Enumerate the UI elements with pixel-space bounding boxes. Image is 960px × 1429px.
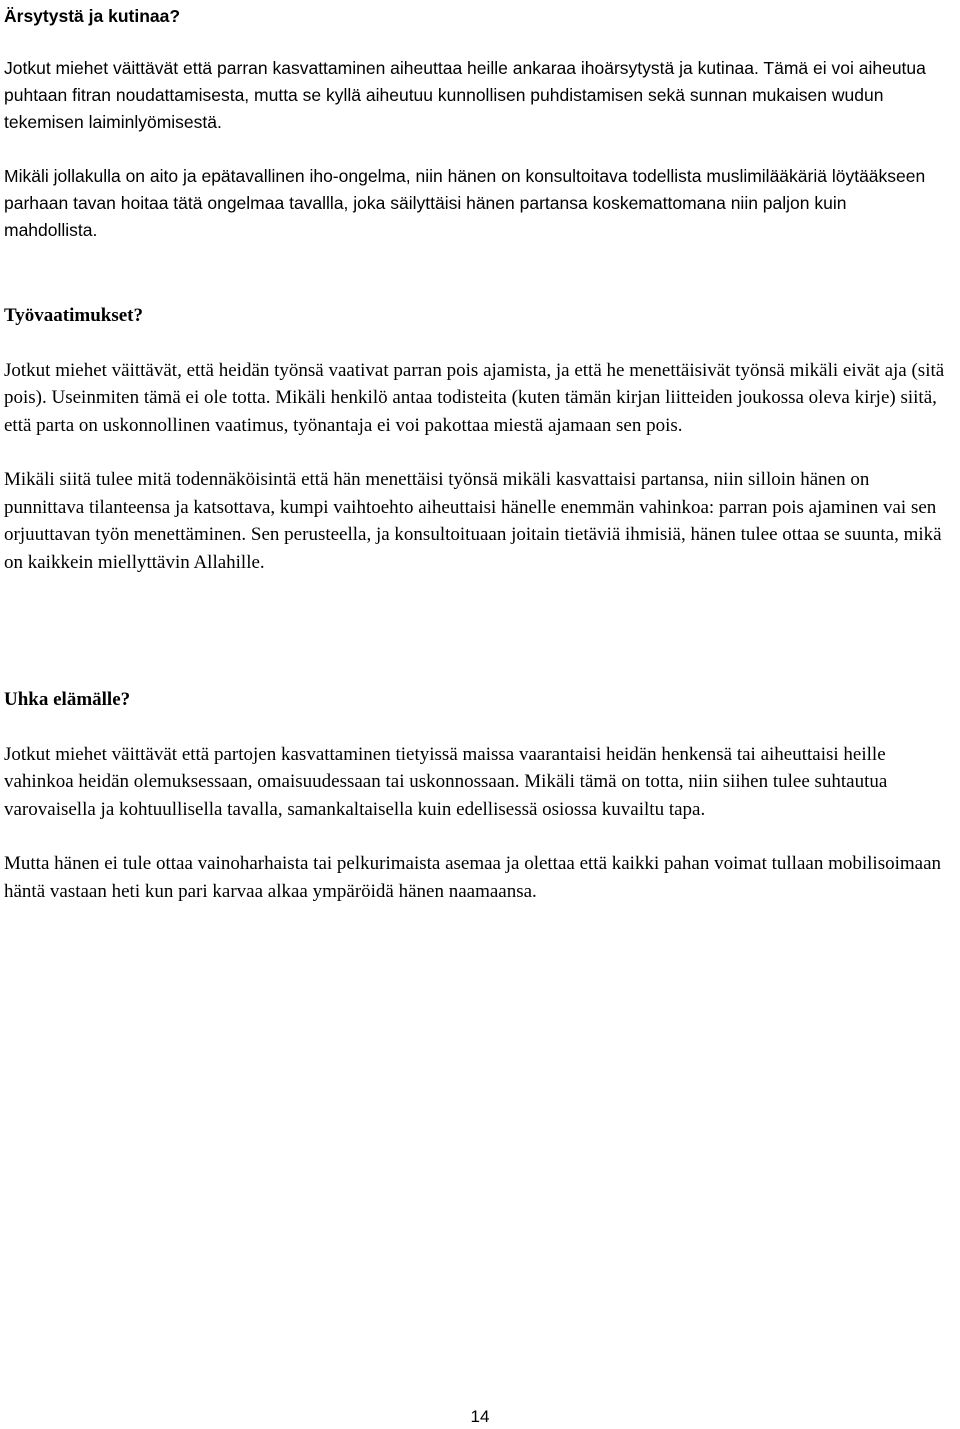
paragraph: Mikäli jollakulla on aito ja epätavallinen iho-ongelma, niin hänen on konsultoitava todellista muslimilääkäriä löytääkseen parhaan tavan hoitaa tätä ongelmaa tavallla, joka säilyttäisi hänen partansa koskemattomana niin paljon kuin mahdollista.	[4, 166, 926, 240]
section-heading: Uhka elämälle?	[4, 689, 131, 710]
section-heading: Työvaatimukset?	[4, 305, 143, 326]
paragraph: Jotkut miehet väittävät että parran kasvattaminen aiheuttaa heille ankaraa ihoärsytystä ja kutinaa. Tämä ei voi aiheutua puhtaan fitran noudattamisesta, mutta se kyllä aiheutuu kunnollisen puhdistamisen sekä sunnan mukaisen wudun tekemisen laiminlyömisestä.	[4, 58, 926, 132]
paragraph: Mutta hänen ei tule ottaa vainoharhaista tai pelkurimaista asemaa ja olettaa että kaikki pahan voimat tullaan mobilisoimaan häntä vastaan heti kun pari karvaa alkaa ympäröidä hänen naamaansa.	[4, 853, 942, 902]
page-number: 14	[470, 1407, 490, 1426]
paragraph: Jotkut miehet väittävät että partojen kasvattaminen tietyissä maissa vaarantaisi heidän henkensä tai aiheuttaisi heille vahinkoa heidän olemuksessaan, omaisuudessaan tai uskonnossaan. Mikäli tämä on totta, niin siihen tulee suhtautua varovaisella ja kohtuullisella tavalla, samankaltaisella kuin edellisessä osiossa kuvailtu tapa.	[4, 743, 888, 820]
paragraph: Mikäli siitä tulee mitä todennäköisintä että hän menettäisi työnsä mikäli kasvattaisi partansa, niin silloin hänen on punnittava tilanteensa ja katsottava, kumpi vaihtoehto aiheuttaisi hänelle enemmän vahinkoa: parran pois ajaminen vai sen orjuuttavan työn menettäminen. Sen perusteella, ja konsultoituaan joitain tietäviä ihmisiä, hänen tulee ottaa se suunta, mikä on kaikkein miellyttävin Allahille.	[4, 469, 942, 573]
section-heading: Ärsytystä ja kutinaa?	[4, 6, 181, 26]
section-threat-to-life	[4, 686, 954, 905]
section-irritation	[4, 0, 944, 244]
paragraph: Jotkut miehet väittävät, että heidän työnsä vaativat parran pois ajamista, ja että he menettäisivät työnsä mikäli eivät aja (sitä pois). Useinmiten tämä ei ole totta. Mikäli henkilö antaa todisteita (kuten tämän kirjan liitteiden joukossa oleva kirje) siitä, että parta on uskonnollinen vaatimus, työnantaja ei voi pakottaa miestä ajamaan sen pois.	[4, 359, 945, 436]
section-work-requirements	[4, 302, 954, 576]
